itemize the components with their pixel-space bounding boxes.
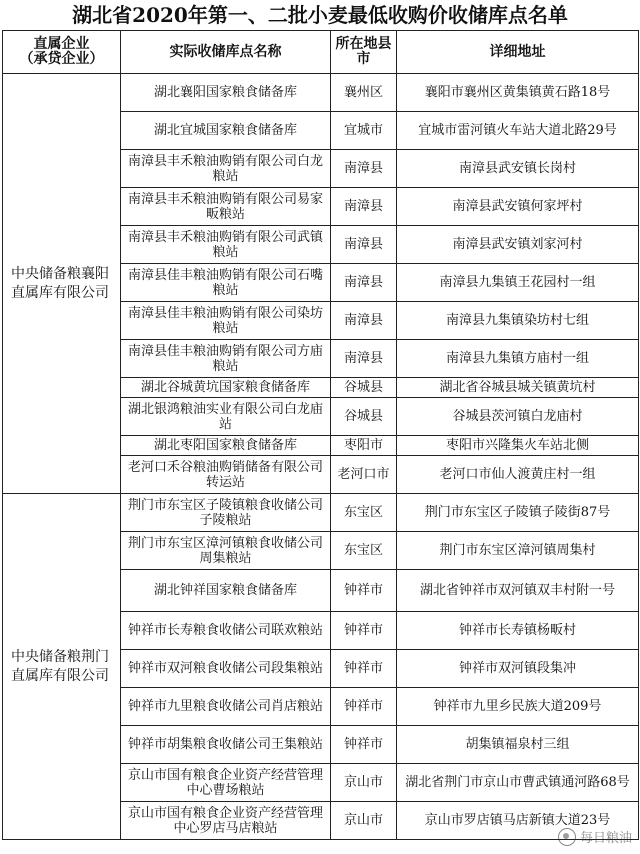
- site-cell: 湖北银鸿粮油实业有限公司白龙庙站: [121, 398, 331, 436]
- address-cell: 谷城县茨河镇白龙庙村: [397, 398, 639, 436]
- address-cell: 湖北省钟祥市双河镇双丰村附一号: [397, 570, 639, 612]
- county-cell: 宜城市: [331, 112, 397, 150]
- entity-cell: 中央储备粮襄阳直属库有限公司: [3, 74, 121, 494]
- address-cell: 南漳县九集镇染坊村七组: [397, 302, 639, 340]
- depot-table: [2, 30, 639, 840]
- site-cell: 荆门市东宝区漳河镇粮食收储公司周集粮站: [121, 532, 331, 570]
- table-header-row: [3, 31, 639, 74]
- address-cell: 襄阳市襄州区黄集镇黄石路18号: [397, 74, 639, 112]
- site-cell: 湖北谷城黄坑国家粮食储备库: [121, 378, 331, 398]
- county-cell: 京山市: [331, 764, 397, 802]
- county-cell: 京山市: [331, 802, 397, 840]
- header-county: 所在地县市: [331, 31, 397, 74]
- county-cell: 钟祥市: [331, 570, 397, 612]
- site-cell: 南漳县丰禾粮油购销有限公司易家畈粮站: [121, 188, 331, 226]
- site-cell: 钟祥市长寿粮食收储公司联欢粮站: [121, 612, 331, 650]
- county-cell: 老河口市: [331, 456, 397, 494]
- header-entity-line2: （承贷企业）: [19, 51, 104, 67]
- page-title: 湖北省2020年第一、二批小麦最低收购价收储库点名单: [72, 3, 568, 27]
- address-cell: 钟祥市双河镇段集冲: [397, 650, 639, 688]
- address-cell: 湖北省谷城县城关镇黄坑村: [397, 378, 639, 398]
- site-cell: 荆门市东宝区子陵镇粮食收储公司子陵粮站: [121, 494, 331, 532]
- site-cell: 钟祥市双河粮食收储公司段集粮站: [121, 650, 331, 688]
- site-cell: 湖北枣阳国家粮食储备库: [121, 436, 331, 456]
- address-cell: 湖北省荆门市京山市曹武镇通河路68号: [397, 764, 639, 802]
- site-cell: 湖北宜城国家粮食储备库: [121, 112, 331, 150]
- wechat-logo-icon: [558, 828, 576, 846]
- site-cell: 湖北襄阳国家粮食储备库: [121, 74, 331, 112]
- county-cell: 南漳县: [331, 188, 397, 226]
- county-cell: 钟祥市: [331, 650, 397, 688]
- address-cell: 南漳县武安镇何家坪村: [397, 188, 639, 226]
- site-cell: 南漳县佳丰粮油购销有限公司石嘴粮站: [121, 264, 331, 302]
- site-cell: 老河口禾谷粮油购销储备有限公司转运站: [121, 456, 331, 494]
- county-cell: 襄州区: [331, 74, 397, 112]
- header-entity: [3, 31, 121, 74]
- address-cell: 荆门市东宝区子陵镇子陵街87号: [397, 494, 639, 532]
- site-cell: 京山市国有粮食企业资产经营管理中心罗店马店粮站: [121, 802, 331, 840]
- address-cell: 南漳县九集镇王花园村一组: [397, 264, 639, 302]
- table-body: [3, 74, 639, 840]
- header-site: 实际收储库点名称: [121, 31, 331, 74]
- table-row: [3, 494, 639, 532]
- address-cell: 南漳县武安镇长岗村: [397, 150, 639, 188]
- watermark-text: 每日粮油: [579, 831, 632, 846]
- entity-cell: 中央储备粮荆门直属库有限公司: [3, 494, 121, 840]
- address-cell: 荆门市东宝区漳河镇周集村: [397, 532, 639, 570]
- county-cell: 东宝区: [331, 532, 397, 570]
- county-cell: 钟祥市: [331, 688, 397, 726]
- county-cell: 东宝区: [331, 494, 397, 532]
- county-cell: 钟祥市: [331, 726, 397, 764]
- site-cell: 南漳县丰禾粮油购销有限公司白龙粮站: [121, 150, 331, 188]
- county-cell: 南漳县: [331, 302, 397, 340]
- site-cell: 京山市国有粮食企业资产经营管理中心曹场粮站: [121, 764, 331, 802]
- address-cell: 京山市罗店镇马店新镇大道23号: [397, 802, 639, 840]
- address-cell: 宜城市雷河镇火车站大道北路29号: [397, 112, 639, 150]
- header-address: 详细地址: [397, 31, 639, 74]
- address-cell: 胡集镇福泉村三组: [397, 726, 639, 764]
- table-row: [3, 74, 639, 112]
- county-cell: 谷城县: [331, 378, 397, 398]
- site-cell: 湖北钟祥国家粮食储备库: [121, 570, 331, 612]
- county-cell: 南漳县: [331, 226, 397, 264]
- county-cell: 枣阳市: [331, 436, 397, 456]
- address-cell: 老河口市仙人渡黄庄村一组: [397, 456, 639, 494]
- address-cell: 南漳县武安镇刘家河村: [397, 226, 639, 264]
- address-cell: 钟祥市长寿镇杨畈村: [397, 612, 639, 650]
- address-cell: 钟祥市九里乡民族大道209号: [397, 688, 639, 726]
- site-cell: 南漳县丰禾粮油购销有限公司武镇粮站: [121, 226, 331, 264]
- county-cell: 钟祥市: [331, 612, 397, 650]
- watermark: [558, 827, 632, 846]
- site-cell: 钟祥市胡集粮食收储公司王集粮站: [121, 726, 331, 764]
- county-cell: 南漳县: [331, 264, 397, 302]
- site-cell: 南漳县佳丰粮油购销有限公司方庙粮站: [121, 340, 331, 378]
- address-cell: 枣阳市兴隆集火车站北侧: [397, 436, 639, 456]
- county-cell: 南漳县: [331, 340, 397, 378]
- county-cell: 谷城县: [331, 398, 397, 436]
- site-cell: 南漳县佳丰粮油购销有限公司染坊粮站: [121, 302, 331, 340]
- site-cell: 钟祥市九里粮食收储公司肖店粮站: [121, 688, 331, 726]
- county-cell: 南漳县: [331, 150, 397, 188]
- header-entity-line1: 直属企业: [33, 36, 90, 52]
- address-cell: 南漳县九集镇方庙村一组: [397, 340, 639, 378]
